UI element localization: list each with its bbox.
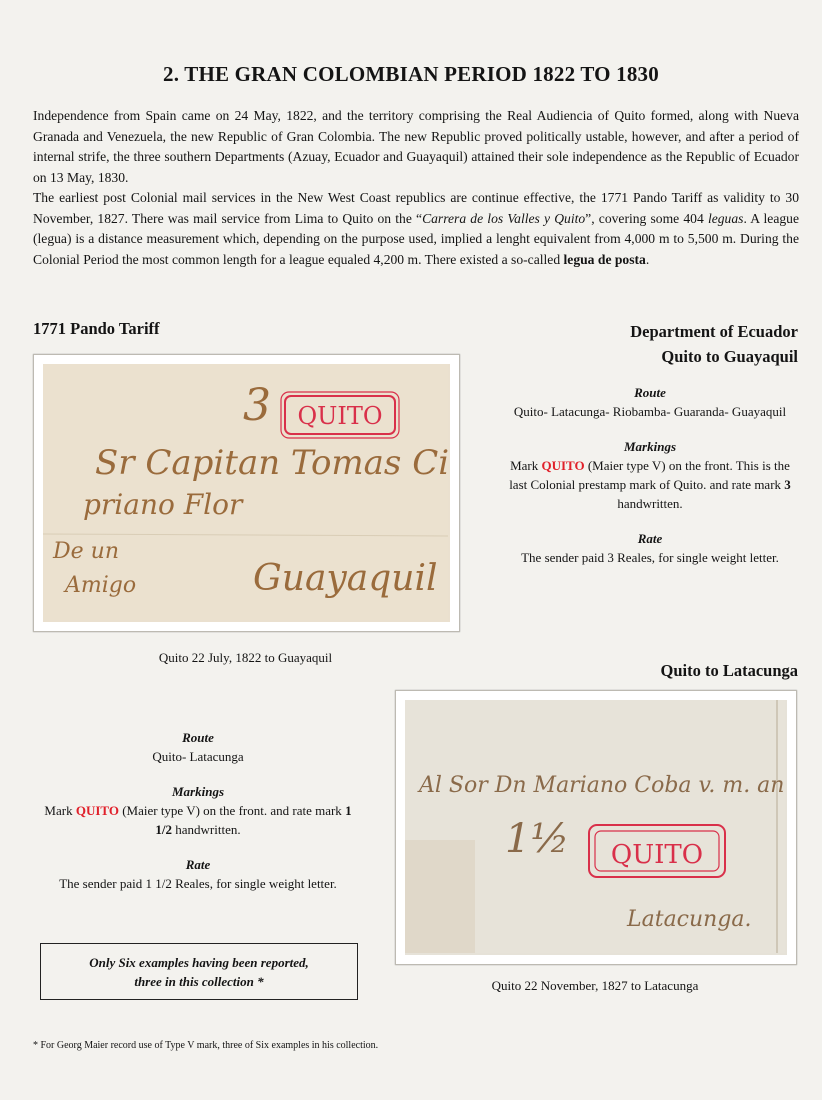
description-block-guayaquil [480, 383, 820, 567]
address-line-2: priano Flor [83, 488, 243, 521]
footnote: * For Georg Maier record use of Type V mark, three of Six examples in his collection. [33, 1040, 379, 1051]
markings-label: Markings [623, 439, 677, 454]
cover2-caption: Quito 22 November, 1827 to Latacunga [491, 978, 699, 993]
note-line-1: Only Six examples having been reported, [89, 955, 309, 970]
intro-bold: legua de posta [563, 251, 646, 267]
heading-route-guayaquil: Quito to Guayaquil [661, 347, 798, 366]
heading-department: Department of Ecuador [630, 322, 798, 341]
address-line-4: Amigo [65, 573, 137, 598]
page-title: 2. THE GRAN COLOMBIAN PERIOD 1822 TO 1830 [163, 62, 659, 86]
address-line-5: Guayaquil [253, 558, 438, 599]
markings-part: (Maier type V) on the front. This is the last Colonial prestamp mark of Quito. and rate mark [509, 458, 790, 492]
markings-part: Mark [510, 458, 542, 473]
intro-italic: leguas [707, 210, 744, 226]
cover1-caption: Quito 22 July, 1822 to Guayaquil [158, 650, 333, 665]
note-line-2: three in this collection * [134, 974, 264, 989]
markings-part: handwritten. [172, 822, 241, 837]
cover-image-latacunga [395, 690, 797, 965]
rate-mark-3: 3 [243, 380, 271, 431]
quito-mark-word: QUITO [75, 803, 119, 818]
cover-image-guayaquil [33, 354, 460, 632]
rate-text: The sender paid 3 Reales, for single weight letter. [521, 550, 779, 565]
section-heading-department [630, 319, 798, 369]
letter-illustration [405, 700, 785, 953]
intro-text [33, 106, 799, 270]
letter-illustration [43, 364, 448, 620]
rarity-note-box [40, 943, 358, 1000]
intro-italic: Carrera de los Valles y Quito [422, 210, 586, 226]
address-line-1: Sr Capitan Tomas Ci [95, 443, 448, 483]
route-text: Quito- Latacunga- Riobamba- Guaranda- Guayaquil [513, 404, 787, 419]
route-label: Route [182, 730, 214, 745]
section-heading-tariff: 1771 Pando Tariff [33, 319, 160, 338]
heading-route-latacunga: Quito to Latacunga [660, 661, 798, 680]
rate-value: 3 [784, 477, 791, 492]
quito-stamp-text: QUITO [297, 402, 383, 430]
markings-text [33, 801, 363, 839]
route-text: Quito- Latacunga [152, 749, 244, 764]
address-line-2: Latacunga. [627, 907, 752, 932]
address-line-3: De un [53, 539, 119, 564]
quito-stamp-text: QUITO [610, 840, 704, 870]
intro-paragraph-2 [33, 188, 799, 270]
intro-text-part: ”, covering some 404 [585, 210, 708, 226]
rate-text: The sender paid 1 1/2 Reales, for single weight letter. [59, 876, 337, 891]
markings-part: handwritten. [617, 496, 683, 511]
intro-text-part: The earliest post Colonial mail services in the New West Coast republics are continue effective, the 1771 Pando Tariff as validity to 30 November, 1827. There was mail service from Lima to Quito on the “ [33, 190, 799, 226]
quito-mark-word: QUITO [541, 458, 585, 473]
intro-text-part: . A league (legua) is a distance measurement which, depending on the purpose used, implied a lenght equivalent from 4,000 m to 5,500 m. During the Colonial Period the most common length for a league equaled 4,200 m. There existed a so-called [33, 210, 799, 267]
markings-label: Markings [171, 784, 225, 799]
route-label: Route [634, 385, 666, 400]
address-line-1: Al Sor Dn Mariano Coba v. m. an. [419, 773, 785, 798]
description-block-latacunga [33, 728, 363, 893]
intro-paragraph-1: Independence from Spain came on 24 May, 1822, and the territory comprising the Real Audiencia of Quito formed, along with Nueva Granada and Venezuela, the new Republic of Gran Colombia. The new Republic proved politically ustable, however, and after a period of internal strife, the three southern Departments (Azuay, Ecuador and Guayaquil) attained their sole independence as the Republic of Ecuador on 13 May, 1830. [33, 108, 799, 185]
markings-part: Mark [44, 803, 76, 818]
intro-text-part: . [645, 251, 650, 267]
rate-mark-1-half: 1½ [505, 816, 570, 862]
rate-label: Rate [185, 857, 211, 872]
markings-text [480, 456, 820, 513]
rate-value: 1 1/2 [155, 803, 352, 837]
markings-part: (Maier type V) on the front. and rate mark [118, 803, 346, 818]
rate-label: Rate [637, 531, 663, 546]
